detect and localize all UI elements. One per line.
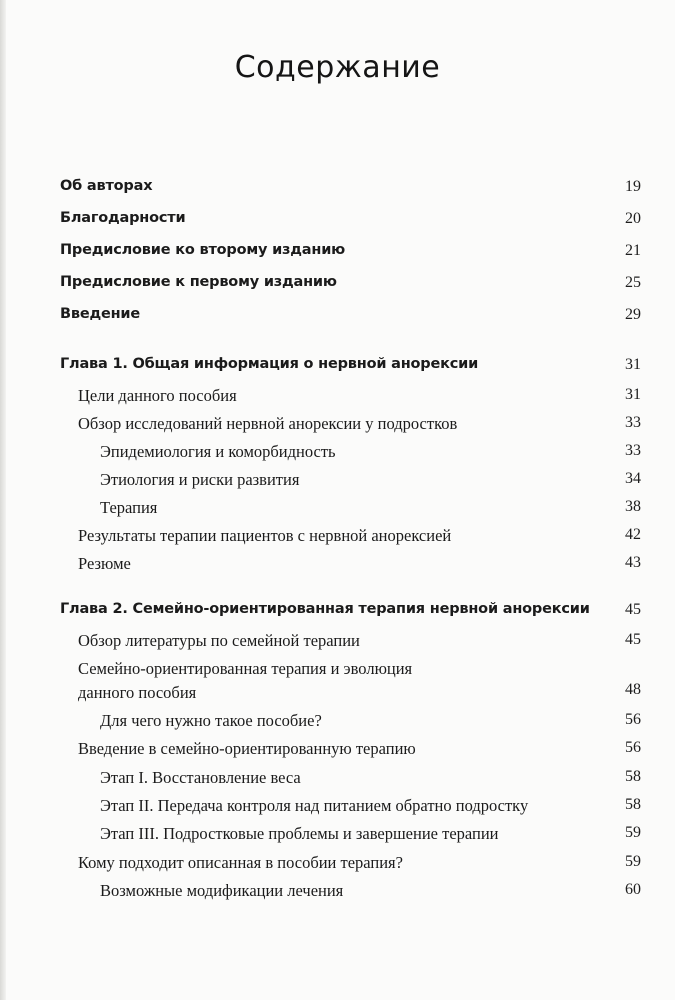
toc-entry-title: Этап I. Восстановление веса <box>100 768 301 787</box>
toc-entry-page: 59 <box>625 824 641 841</box>
toc-entry-page: 59 <box>625 853 641 870</box>
toc-entry-title: Введение <box>60 306 141 322</box>
toc-chapter-title: Глава 1. Общая информация о нервной анорексии <box>60 356 479 372</box>
toc-entry-page: 56 <box>625 739 641 756</box>
toc-entry-page: 19 <box>625 178 641 195</box>
toc-entry-title: Цели данного пособия <box>78 386 237 405</box>
toc-entry-page: 43 <box>625 554 641 571</box>
toc-entry[interactable] <box>0 236 675 264</box>
toc-chapter[interactable] <box>0 350 675 378</box>
toc-entry-page: 31 <box>625 356 641 373</box>
toc-subentry[interactable] <box>0 465 675 493</box>
toc-entry-page: 29 <box>625 306 641 323</box>
toc-chapter[interactable] <box>0 595 675 623</box>
toc-entry[interactable] <box>0 381 675 409</box>
toc-entry-page: 60 <box>625 881 641 898</box>
toc-entry[interactable] <box>0 626 675 654</box>
toc-subentry[interactable] <box>0 763 675 791</box>
toc-entry[interactable] <box>0 204 675 232</box>
toc-entry[interactable] <box>0 848 675 876</box>
toc-entry-page: 48 <box>625 681 641 698</box>
toc-entry-page: 58 <box>625 796 641 813</box>
toc-entry-title: Обзор исследований нервной анорексии у подростков <box>78 414 458 433</box>
toc-entry-title: Терапия <box>100 498 158 517</box>
toc-entry-title: Для чего нужно такое пособие? <box>100 711 322 730</box>
toc-entry-page: 33 <box>625 414 641 431</box>
toc-entry-title-line-1: Семейно-ориентированная терапия и эволюция <box>78 659 413 678</box>
toc-subentry[interactable] <box>0 819 675 847</box>
toc-entry-page: 25 <box>625 274 641 291</box>
toc-entry-title: Кому подходит описанная в пособии терапия? <box>78 853 403 872</box>
toc-entry[interactable] <box>0 268 675 296</box>
toc-entry-title-line-2: данного пособия <box>78 683 197 702</box>
toc-subentry[interactable] <box>0 876 675 904</box>
toc-entry-title <box>78 657 412 705</box>
toc-entry-page: 45 <box>625 601 641 618</box>
toc-subentry[interactable] <box>0 706 675 734</box>
page-title: Содержание <box>234 50 441 85</box>
toc-entry-page: 56 <box>625 711 641 728</box>
toc-entry-page: 20 <box>625 210 641 227</box>
toc-entry[interactable] <box>0 734 675 762</box>
toc-entry-page: 58 <box>625 768 641 785</box>
toc-entry-title: Предисловие к первому изданию <box>60 274 337 290</box>
toc-entry-title: Этап III. Подростковые проблемы и завершение терапии <box>100 824 499 843</box>
toc-subentry[interactable] <box>0 437 675 465</box>
toc-entry-page: 21 <box>625 242 641 259</box>
toc-entry[interactable] <box>0 300 675 328</box>
toc-entry[interactable] <box>0 172 675 200</box>
toc-entry[interactable] <box>0 409 675 437</box>
toc-subentry[interactable] <box>0 791 675 819</box>
toc-entry-title: Об авторах <box>60 178 153 194</box>
toc-entry-title: Введение в семейно-ориентированную терапию <box>78 739 416 758</box>
toc-entry[interactable] <box>0 549 675 577</box>
toc-entry[interactable] <box>0 654 675 706</box>
toc-entry-title: Благодарности <box>60 210 186 226</box>
toc-entry-title: Результаты терапии пациентов с нервной анорексией <box>78 526 452 545</box>
toc-entry-page: 42 <box>625 526 641 543</box>
toc-entry-title: Предисловие ко второму изданию <box>60 242 346 258</box>
toc-entry-title: Эпидемиология и коморбидность <box>100 442 336 461</box>
toc-entry-title: Этап II. Передача контроля над питанием обратно подростку <box>100 796 529 815</box>
toc-subentry[interactable] <box>0 493 675 521</box>
toc-entry-page: 45 <box>625 631 641 648</box>
toc-entry[interactable] <box>0 521 675 549</box>
toc-chapter-title: Глава 2. Семейно-ориентированная терапия нервной анорексии <box>60 601 590 617</box>
toc-entry-title: Резюме <box>78 554 131 573</box>
toc-entry-page: 33 <box>625 442 641 459</box>
toc-entry-title: Этиология и риски развития <box>100 470 300 489</box>
toc-entry-title: Возможные модификации лечения <box>100 881 344 900</box>
toc-entry-page: 38 <box>625 498 641 515</box>
toc-entry-page: 34 <box>625 470 641 487</box>
toc-entry-page: 31 <box>625 386 641 403</box>
toc-entry-title: Обзор литературы по семейной терапии <box>78 631 360 650</box>
